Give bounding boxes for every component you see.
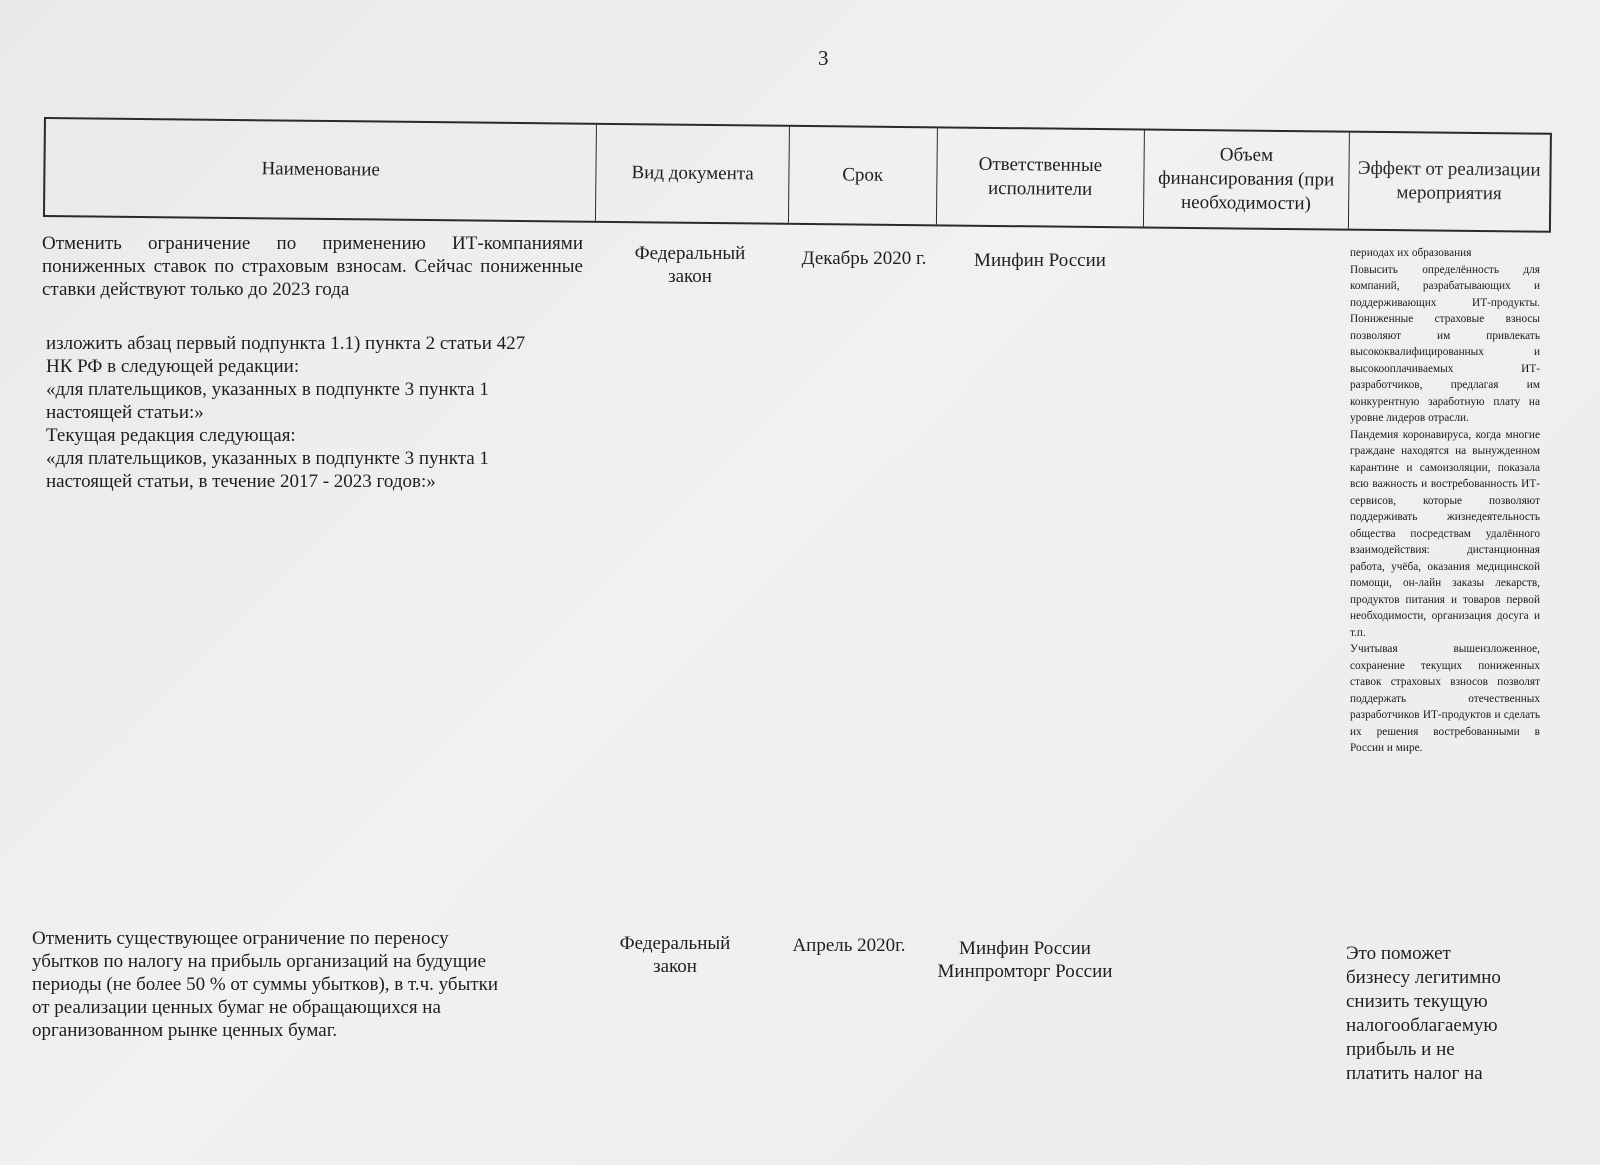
header-document-type: Вид документа xyxy=(596,125,789,223)
header-name: Наименование xyxy=(45,119,597,221)
row2-effect: Это поможет бизнесу легитимно снизить текущую налогооблагаемую прибыль и не платить налог на xyxy=(1346,943,1501,1084)
row1-term: Декабрь 2020 г. xyxy=(801,248,927,269)
row1-effect: периодах их образования Повысить определённость для компаний, разрабатывающих и поддерживающих ИТ-продукты. Пониженные страховые взносы позволяют им привлекать высококвалифицированных и высокооплачиваемых ИТ-разработчиков, предлагая им конкурентную заработную плату на уровне лидеров отрасли. Пандемия коронавируса, когда многие граждане находятся на вынужденном карантине и самоизоляции, показала всю важность и востребованность ИТ-сервисов, которые позволяют поддерживать жизнедеятельность общества посредствам удалённого взаимодействия: дистанционная работа, учёба, оказания медицинской помощи, он-лайн заказы лекарств, продуктов питания и товаров первой необходимости, организация досуга и т.п. Учитывая вышеизложенное, сохранение текущих пониженных ставок страховых взносов позволят поддержать отечественных разработчиков ИТ-продуктов и сделать их решения востребованными в России и мире. xyxy=(1350,247,1540,754)
row2-responsible: Минфин России Минпромторг России xyxy=(937,938,1113,982)
row2-term: Апрель 2020г. xyxy=(792,935,906,956)
header-financing: Объем финансирования (при необходимости) xyxy=(1144,131,1349,229)
row1-name-intro: Отменить ограничение по применению ИТ-компаниями пониженных ставок по страховым взносам. Сейчас пониженные ставки действуют только до 2023 года xyxy=(42,233,583,300)
row2-name: Отменить существующее ограничение по переносу убытков по налогу на прибыль организаций на будущие периоды (не более 50 % от суммы убытков), в т.ч. убытки от реализации ценных бумаг не обращающихся на организованном рынке ценных бумаг. xyxy=(32,928,499,1041)
page-number: 3 xyxy=(818,46,829,70)
header-term: Срок xyxy=(789,127,938,225)
header-responsible: Ответственные исполнители xyxy=(937,128,1145,226)
row2-document-type: Федеральный закон xyxy=(619,933,731,977)
row1-responsible: Минфин России xyxy=(974,250,1106,271)
row1-document-type: Федеральный закон xyxy=(634,243,746,287)
row1-name-detail: изложить абзац первый подпункта 1.1) пункта 2 статьи 427 НК РФ в следующей редакции: «для плательщиков, указанных в подпункте 3 пункта 1 настоящей статьи:» Текущая редакция следующая: «для плательщиков, указанных в подпункте 3 пункта 1 настоящей статьи, в течение 2017 - 2023 годов:» xyxy=(46,333,526,492)
header-effect: Эффект от реализации мероприятия xyxy=(1357,157,1541,205)
table-header xyxy=(43,117,1552,233)
